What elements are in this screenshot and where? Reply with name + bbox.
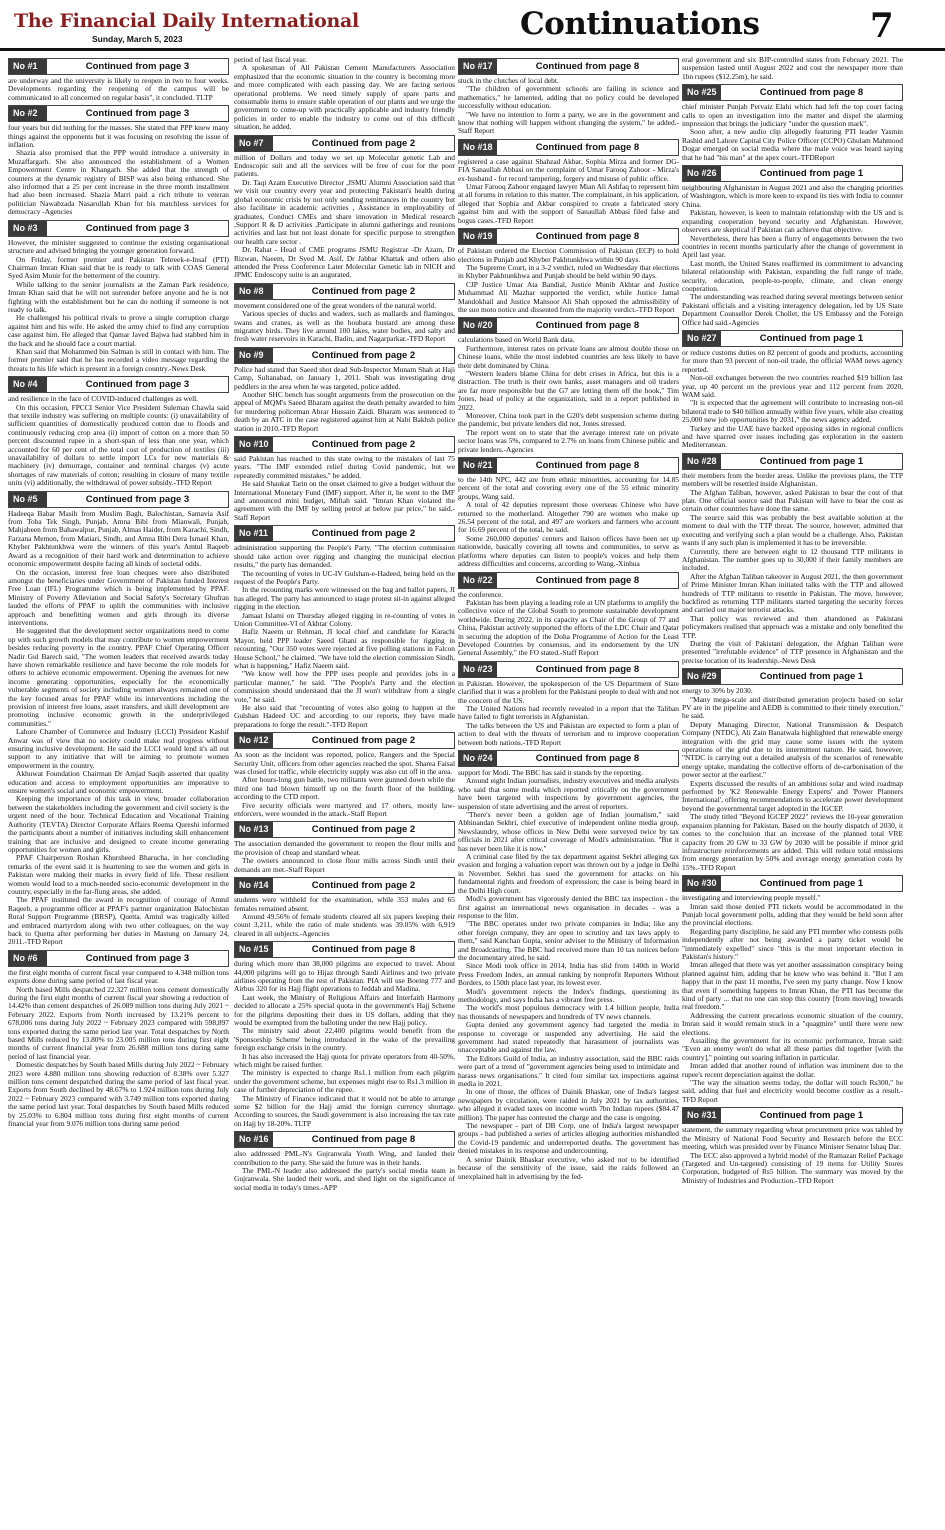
story-paragraph: of Pakistan ordered the Election Commission of Pakistan (ECP) to hold elections in Punjab and Khyber Pakhtunkhwa within 90 days. — [458, 246, 679, 264]
story-paragraph: He said Shaukat Tarin on the onset claimed to give a budget without the International Monetary Fund (IMF) support. After it, he went to the IMF and announced mini budget, Miftah said. "Imran Khan violated the agreement with the IMF by selling petrol at below par price," he said.-Staff Report — [234, 479, 455, 522]
story-paragraph: eral government and six BJP-controlled states from February 2021. The suspension lasted until August 2022 and cost the newspaper more than 1bn rupees ($12.25m), he said. — [682, 56, 903, 81]
story-paragraph: Domestic despatches by South based Mills during July 2022 ~ February 2023 were 4.880 million tons showing reduction of 8.38% over 5.327 million tons cement despatched during the same period of last fiscal year. Exports from South declined by 48.67% to 1.924 million tons during July 2022 ~ February 2023 compared with 3.749 million tons exported during the same period last year. Total despatches by South based Mills reduced by 25.03% to 6.804 million tons during first eight months of current financial year from 9.076 million tons during same period — [8, 1060, 229, 1129]
story-paragraph: "Many mega-scale and distributed generation projects based on solar PV are in the pipeline and AEDB is committed to their timely execution," he said. — [682, 694, 903, 721]
story-paragraph: and resilience in the face of COVID-induced challenges as well. — [8, 394, 199, 404]
story-number: No #18 — [459, 140, 497, 155]
story-number: No #10 — [235, 437, 273, 452]
continuation-header — [8, 58, 229, 75]
story-number: No #5 — [9, 492, 47, 507]
story — [234, 56, 455, 132]
story-paragraph: registered a case against Shahzad Akbar, Sophia Mirza and former DG-FIA Sanaullah Abbasi on the complaint of Umar Farooq Zahoor - Mirza's ex-husband - for record tampering, forgery and misuse of public office. — [458, 156, 679, 183]
column-2 — [234, 56, 455, 1524]
continued-from-label: Continued from page 3 — [85, 493, 190, 505]
story — [458, 572, 679, 658]
story-paragraph: Dr. Taqi Azam Executive Director ,JSMU Alumni Association said that we visit our country every year and protecting Pakistan's health during global economic crisis by not only sending remittances in the country but also facilitate in academic activities , Assistance in employability of graduates, Conduct CMEs and share innovation in Medical research ,Support R & D activities ,Participate in alumni gatherings and reunions activities and last but not least donate for specific purpose to strengthen our health care sector . — [234, 177, 455, 246]
story-paragraph: A total of 42 deputies represent those overseas Chinese who have returned to the motherland. Altogether 790 are women who make up 26.54 percent of the total, and 497 are workers and farmers who account for 16.69 percent of the total, he said. — [458, 500, 679, 535]
story — [682, 56, 903, 81]
story-paragraph: "The BBC operates under two private companies in India; like any other foreign company, they are open to scrutiny and tax laws apply to them," said Kanchan Gupta, senior adviser to the Ministry of Information and Broadcasting. The BBC had received more than 10 tax notices before the documentary aired, he said. — [458, 919, 679, 962]
story-paragraph: million of Dollars and today we set up Molecular genetic Lab and Endoscopic suit and all the services will be free of cost for the poor patients. — [234, 152, 455, 179]
story-paragraph: Another SHC bench has sought arguments from the prosecution on the appeal of MQM's Saeed Bharam against the death penalty awarded to him for murdering policeman Abrar Hussain Zaidi. Bharam was sentenced to death by an ATC in the case registered against him at Nabi Bakhsh police station in 2010.-TFD Report — [234, 390, 455, 433]
story-paragraph: calculations based on World Bank data. — [458, 335, 575, 345]
story-number: No #30 — [683, 876, 721, 891]
continuation-header — [682, 875, 903, 892]
continuation-header — [682, 668, 903, 685]
story — [8, 105, 229, 216]
continuation-header — [682, 165, 903, 182]
story-paragraph: statement, the summary regarding wheat procurement price was tabled by the Ministry of National Food Security and Research before the ECC meeting, which was presided over by Finance Minister Senator Ishaq Dar. — [682, 1125, 903, 1152]
story-paragraph: He suggested that the development sector organizations need to come up with such growth models that may contribute to women empowerment besides reducing poverty in the country. PPAF Chief Operating Officer Nadir Gul Barech said, "The women leaders that received awards today have shown remarkable resilience and have become the role models for others to achieve economic empowerment. Opening the avenues for new income generating opportunities, especially for the economically vulnerable segments of society including women always remained one of the key focused areas for PPAF while its interventions including the provision of interest free loans, asset transfers, and skill development are promoting inclusive economic growth in the underprivileged communities." — [8, 626, 229, 728]
continued-from-label: Continued from page 1 — [759, 1110, 864, 1122]
story-paragraph: After hours-long gun battle, two militants were gunned down while the third one had blown himself up on the fourth floor of the building, according to the CTD report. — [234, 775, 455, 802]
continued-from-label: Continued from page 3 — [85, 379, 190, 391]
continuation-header — [8, 950, 229, 967]
story-paragraph: energy to 30% by 2030. — [682, 686, 753, 696]
story-paragraph: "We know well how the PPP uses people and provides jobs in a particular manner," he said. "The People's Party and the election commission should understand that the JI won't withdraw from a single vote," he said. — [234, 669, 455, 704]
story — [458, 139, 679, 225]
story — [682, 165, 903, 327]
story-paragraph: The report went on to state that the average interest rate on private sector loans was 5%, compared to 2.7% on loans from Chinese public and private lenders.-Agencies — [458, 427, 679, 454]
story — [234, 525, 455, 729]
story-paragraph: "We have no intention to form a party, we are in the government and know that nothing will happen without changing the system," he added.-Staff Report — [458, 109, 679, 136]
story-paragraph: The talks between the US and Pakistan are expected to form a plan of action to deal with the threats of terrorism and to improve cooperation between both nations.-TFD Report — [458, 720, 679, 747]
page-number: 7 — [870, 6, 894, 46]
story-paragraph: Addressing the current precarious economic situation of the country, Imran said it would remain stuck in a "quagmire" until there were new elections. — [682, 1010, 903, 1037]
story-number: No #14 — [235, 878, 273, 893]
story-number: No #15 — [235, 942, 273, 957]
story-paragraph: Around 49.56% of female students cleared all six papers keeping their count 3,211, while the ratio of male students was 39.05% with 6,919 cleared in all subjects.-Agencies — [234, 911, 455, 938]
story-paragraph: Khan said that Mohammed bin Salman is still in contact with him. The former premier said that he has recorded a video message regarding the threats to his life which is present in a foreign country.-News Desk — [8, 346, 229, 373]
continued-from-label: Continued from page 1 — [759, 168, 864, 180]
story-paragraph: The newspaper - part of DB Corp, one of India's largest newspaper groups - had published a series of articles alleging authorities mishandled the Covid-19 pandemic and underreported deaths. The government has denied mistakes in its response and undercounting. — [458, 1121, 679, 1156]
story-paragraph: The understanding was reached during several meetings between senior Pakistani officials and a visiting interagency delegation, led by US State Department Counsellor Derek Chollet, the US Embassy and the Foreign Office had said.-Agencies — [682, 292, 903, 327]
continued-from-label: Continued from page 8 — [535, 61, 640, 72]
story-number: No #7 — [235, 136, 273, 151]
story — [458, 317, 679, 454]
paper-name: The Financial Daily International — [14, 10, 359, 32]
continued-from-label: Continued from page 8 — [311, 1134, 416, 1146]
column-4 — [682, 56, 903, 1524]
story-number: No #1 — [9, 59, 47, 74]
story-number: No #8 — [235, 284, 273, 299]
story-paragraph: investigating and interviewing people myself." — [682, 893, 821, 903]
story-paragraph: The Afghan Taliban, however, asked Pakistan to bear the cost of that plan. One official source said that Pakistan will have to bear the cost as certain other countries have done the same. — [682, 487, 903, 514]
story-paragraph: Around eight Indian journalists, industry executives and media analysts who said that some media which reported critically on the government have been targeted with inspections by government agencies, the suspension of state advertising and the arrest of reporters. — [458, 776, 679, 811]
story-paragraph: It has also increased the Hajj quota for private operators from 40-50%, which might be raised further. — [234, 1051, 455, 1069]
story-paragraph: Experts discussed the results of an ambitious solar and wind roadmap performed by 'K2 Renewable Energy Experts' and 'Power Planners International', offering recommendations to accelerate power development beyond the governmental target adopted in the IGCEP. — [682, 778, 903, 813]
continued-from-label: Continued from page 1 — [759, 878, 864, 890]
story-paragraph: Since Modi took office in 2014, India has slid from 140th in World Press Freedom Index, an annual ranking by nonprofit Reporters Without Borders, to 150th place last year, its lowest ever. — [458, 961, 679, 988]
story-paragraph: Modi's government has vigorously denied the BBC tax inspection - the first against an international news organisation in decades - was a response to the film. — [458, 894, 679, 920]
continuation-header — [458, 228, 679, 245]
story-paragraph: Regarding party discipline, he said any PTI member who contests polls independently after not being awarded a party ticket would be "immediately expelled" since "this is the most important election in Pakistan's history." — [682, 926, 903, 961]
story-number: No #17 — [459, 59, 497, 74]
story-paragraph: to the 14th NPC, 442 are from ethnic minorities, accounting for 14.85 percent of the total and covering every one of the 55 ethnic minority groups, Wang said. — [458, 475, 679, 501]
story-paragraph: Assailing the government for its economic performance, Imran said: "Even an enemy won't do what all these parties did together [with the country]," pointing out soaring inflation in particular. — [682, 1036, 903, 1062]
continued-from-label: Continued from page 2 — [311, 880, 416, 892]
story-number: No #16 — [235, 1132, 273, 1147]
story — [234, 877, 455, 938]
story-paragraph: Imran alleged that there was yet another assassination conspiracy being planned against him, adding that he knew who was behind it. "But I am happy that in the past 11 months, I've seen my party change. Now I know that even if something happens to Imran Khan, the PTI has become the kind of party ... that no one can stop this country [from moving] towards real freedom." — [682, 960, 903, 1012]
story-paragraph: Moreover, China took part in the G20's debt suspension scheme during the pandemic, but private lenders did not, Jones stressed. — [458, 411, 679, 429]
story-paragraph: the conference. — [458, 589, 504, 599]
story-paragraph: Various species of ducks and waders, such as mallards and flamingos, swans and cranes, as well as the houbara bustard are among these migratory birds. They live around 100 lakes, water bodies, and salty and fresh water reservoirs in Karachi, Badin, and Nagarparkar.-TFD Report — [234, 309, 455, 344]
story-paragraph: A senior Dainik Bhaskar executive, who asked not to be identified because of the sensitivity of the issue, said the raids followed an unexplained halt in advertising by the fed- — [458, 1154, 679, 1181]
column-1 — [8, 56, 229, 1524]
continued-from-label: Continued from page 8 — [535, 231, 640, 243]
story-paragraph: North based Mills despatched 22.327 million tons cement domestically during the first eight months of current fiscal year showing a reduction of 14.42% than cement despatches of 26.089 million tons during July 2021 ~ February 2022. Exports from North increased by 13.21% percent to 678,006 tons during July 2022 ~ February 2023 compared with 598,897 tons exported during the same period last year. Total despatches by North based Mills reduced by 13.80% to 23.005 million tons during first eight months of current financial year from 26.688 million tons during same period of last financial year. — [8, 984, 229, 1061]
story — [234, 732, 455, 818]
story — [682, 875, 903, 1104]
story-paragraph: While talking to the senior journalists at the Zaman Park residence, Imran Khan said that he will not surrender before anyone and he is not fighting with the establishment but he can do nothing if someone is not ready to talk. — [8, 279, 229, 314]
continuation-header — [458, 317, 679, 334]
story-paragraph: students were withheld for the examination, while 353 males and 65 females remained absent. — [234, 895, 455, 913]
story — [234, 941, 455, 1128]
story-paragraph: their members from the border areas. Unlike the previous plans, the TTP members will be resettled inside Afghanistan. — [682, 470, 903, 489]
story-paragraph: After the Afghan Taliban takeover in August 2021, the then government of Prime Minister Imran Khan initiated talks with the TTP and allowed hundreds of TTP militants to resettle in Pakistan. The move, however, backfired as returning TTP militants started targeting the security forces and carried out major terrorist attacks. — [682, 571, 903, 615]
story-paragraph: The ECC also approved a hybrid model of the Ramazan Relief Package (Targeted and Un-targeted) consisting of 19 items for Utility Stores Corporation, budgeted of Rs5 billion. The summary was moved by the Ministry of Industries and Production.-TFD Report — [682, 1150, 903, 1185]
story-paragraph: The Ministry of Finance indicated that it would not be able to arrange some $2 billion for the Hajj amid the foreign currency shortage. According to sources, the Saudi government is also increasing the tax rate on Hajj by 18-20%. TLTP — [234, 1093, 455, 1128]
continued-from-label: Continued from page 1 — [759, 455, 864, 467]
continuation-header — [234, 283, 455, 300]
story — [458, 58, 679, 136]
story — [234, 135, 455, 280]
story — [682, 330, 903, 450]
story-paragraph: In one of those, the offices of Dainik Bhaskar, one of India's largest newspapers by circulation, were raided in July 2021 by tax authorities, who alleged it evaded taxes on income worth 7bn Indian rupees ($84.47 million). The paper has contested the charge and the case is ongoing. — [458, 1087, 679, 1122]
story-paragraph: Police had stated that Saeed shot dead Sub-Inspector Munam Shah at Haji Camp, Sultanabad, on January 1, 2011. Shah was investigating drug peddlers in the area when he was targeted, police added. — [234, 364, 455, 391]
story-number: No #4 — [9, 377, 47, 392]
continued-from-label: Continued from page 8 — [535, 460, 640, 472]
continuation-header — [458, 139, 679, 156]
story — [458, 457, 679, 568]
story-number: No #6 — [9, 951, 47, 966]
story-paragraph: During the visit of Pakistani delegation, the Afghan Taliban were presented "irrefutable evidence" of TTP presence in Afghanistan and the precise location of its leadership.-News Desk — [682, 638, 903, 665]
story-paragraph: He challenged his political rivals to prove a single corruption charge against him and his wife. He asked the army chief to find any corruption case against him. He alleged that Qamar Javed Bajwa had stabbed him in the back and he should face a court martial. — [8, 313, 229, 348]
continuation-header — [234, 436, 455, 453]
continuation-header — [8, 220, 229, 237]
story-paragraph: the first eight months of current fiscal year compared to 4.348 million tons exports done during same period of last fiscal year. — [8, 967, 229, 986]
story — [8, 491, 229, 947]
story-paragraph: stuck in the clutches of local debt. — [458, 76, 559, 85]
continued-from-label: Continued from page 3 — [85, 952, 190, 964]
story-paragraph: The United Nations had recently revealed in a report that the Taliban have failed to fight terrorists in Afghanistan. — [458, 703, 679, 722]
story-paragraph: PPAF Chairperson Roshan Khursheed Bharucha, in her concluding remarks of the event said it is heartening to see the women and girls in Pakistan were making their marks in every field of life. These resilient women would lead to a much-needed socio-economic development in the country, especially in the far-flung areas, she added. — [8, 853, 229, 896]
story — [458, 750, 679, 1181]
story-paragraph: Turkey and the UAE have backed opposing sides in regional conflicts and have sparred over issues including gas exploration in the eastern Mediterranean. — [682, 423, 903, 450]
story-paragraph: Dr. Rahat - Head of CME programs JSMU Registrar -Dr Azam, Dr Rizwan, Naeem, Dr Syed M. Asif, Dr Jabbar Khattak and others also attended the Press Conference Later Molecular Genetic lab in NICH and JPMC Endoscopy suite is an augurated. — [234, 245, 455, 280]
story-paragraph: "There's never been a golden age of Indian journalism," said Abhinandan Sekhri, chief executive of independent online media group, Newslaundry, whose offices in New Delhi were surveyed twice by tax officials in 2021 after critical coverage of Modi's administration. "But it has never been like it is now." — [458, 810, 679, 853]
story — [8, 220, 229, 374]
story-number: No #12 — [235, 733, 273, 748]
story-paragraph: Imran added that another round of inflation was imminent due to the rupee's recent depreciation against the dollar. — [682, 1061, 903, 1079]
continuation-header — [234, 821, 455, 838]
story-number: No #25 — [683, 85, 721, 100]
story-number: No #29 — [683, 669, 721, 684]
masthead — [0, 0, 945, 51]
story-paragraph: Hafiz Naeem ur Rehman, JI local chief and candidate for Karachi Mayor, held PPP leader Saeed Ghani as responsible for rigging in recounting. "Our 350 votes were rejected at five polling stations in Falcon House School," he claimed. "We have told the election commission Sindh, what is happening," Hafiz Naeem said. — [234, 627, 455, 670]
story-paragraph: in Pakistan. However, the spokesperson of the US Department of State clarified that it was a problem for the Pakistani people to deal with and not the concern of the US. — [458, 678, 679, 705]
story-paragraph: Lahore Chamber of Commerce and Industry (LCCI) President Kashif Anwar was of view that no society could make real progress without ensuring inclusive development. He said the LCCI would lend it's all out support to any initiative that will be aiming to promote women empowerment in the country. — [8, 727, 229, 770]
story-paragraph: "The way the situation seems today, the dollar will touch Rs300," he said, adding that fuel and electricity would become costlier as a result.-TFD Report — [682, 1078, 903, 1104]
story — [8, 376, 229, 487]
continued-from-label: Continued from page 2 — [311, 439, 416, 451]
story-number: No #21 — [459, 458, 497, 473]
story-paragraph: Currently, there are between eight to 12 thousand TTP militants in Afghanistan. The number goes up to 30,000 if their family members are included. — [682, 546, 903, 573]
story-paragraph: Nevertheless, there has been a flurry of engagements between the two countries in recent months particularly after the change of government in April last year. — [682, 233, 903, 260]
story-paragraph: CJP Justice Umar Ata Bandial, Justice Munib Akhtar and Justice Muhammad Ali Mazhar supported the verdict, while Justice Jamal Mandokhail and Justice Mansoor Ali Shah opposed the admissibility of the suo moto notice and dissented from the majority verdict.-TFD Report — [458, 279, 679, 314]
story-paragraph: Five security officials were martyred and 17 others, mostly law-enforcers, were wounded in the attack.-Staff Report — [234, 800, 455, 819]
story — [458, 661, 679, 747]
story-number: No #27 — [683, 331, 721, 346]
story-paragraph: He also said that "recounting of votes also going to happen at the Gulshan Hadeed UC and according to our reports, they have made preparations to forge the result."-TFD Report — [234, 703, 455, 729]
continuation-header — [8, 105, 229, 122]
story-paragraph: The association demanded the government to reopen the flour mills and the provision of cheap and standard wheat. — [234, 839, 455, 857]
story-paragraph: In the recounting marks were witnessed on the bag and ballot papers, JI has alleged. The party has announced to stage protest sit-in against alleged rigging in the election. — [234, 585, 455, 612]
story-paragraph: A spokesman of All Pakistan Cement Manufacturers Association emphasized that the economic situation in the country is becoming more and more complicated with each passing day. We are facing serious operational problems. We need timely supply of spare parts and consumable items to ensure stable operation of our plants and we urge the government to come-up with practically applicable and industry friendly policies in order to enable the industry to come out of this difficult situation, he added. — [234, 63, 455, 132]
continuation-header — [458, 58, 679, 75]
continued-from-label: Continued from page 3 — [85, 222, 190, 234]
story — [234, 1131, 455, 1192]
story-paragraph: chief minister Punjab Pervaiz Elahi which had left the top court facing calls to open an investigation into the matter and dispel the alarming impression that brings the judiciary "under the question mark". — [682, 102, 903, 129]
story-paragraph: Deputy Managing Director, National Transmission & Despatch Company (NTDC), Ali Zain Banatwala highlighted that renewable energy integration with the grid may cause some issues with the system operations of the grid due to its intermittent nature. He said, however, "NTDC is carrying out a detailed analysis of the scenarios of renewable energy uptake, mandating the collective efforts of de-carbonisation of the power sector at the earliest." — [682, 719, 903, 780]
continued-from-label: Continued from page 2 — [311, 137, 416, 149]
continued-from-label: Continued from page 8 — [535, 141, 640, 153]
story-paragraph: Pakistan, however, is keen to maintain relationship with the US and is expanding cooperation beyond security and Afghanistan. However, observers are skeptical if Pakistan can achieve that objective. — [682, 208, 903, 235]
continued-from-label: Continued from page 2 — [311, 824, 416, 836]
story — [682, 453, 903, 665]
continued-from-label: Continued from page 1 — [759, 671, 864, 683]
story-paragraph: On the occasion, interest free loan cheques were also distributed amongst the beneficiaries under Government of Pakistan funded Interest Free Loan (IFL) Programme which is being implemented by PPAF. Ministry of Poverty Alleviation and Social Safety's Secretary Ghufran lauded the efforts of PPAF to uplift the communities with inclusive approach and benefitting women and girls through its diverse interventions. — [8, 567, 229, 627]
story-paragraph: Akhuwat Foundation Chairman Dr Amjad Saqib asserted that quality education and access to employment opportunities are imperative to ensure women's social and economic empowerment. — [8, 769, 229, 796]
story-number: No #19 — [459, 229, 497, 244]
continued-from-label: Continued from page 8 — [535, 574, 640, 586]
issue-date: Sunday, March 5, 2023 — [92, 34, 183, 44]
story-paragraph: The source said this was probably the best available solution at the moment to deal with the TTP threat. The source, however, admitted that executing and verifying such a plan would be a challenge. Also, Pakistan wants if any such plan is implemented it has to be irreversible. — [682, 512, 903, 548]
story — [234, 436, 455, 522]
section-title: Continuations — [520, 6, 760, 42]
story-paragraph: during which more than 38,000 pilgrims are expected to travel. About 44,000 pilgrims will go to Hijaz through Saudi Airlines and two private airlines operating from the rest of Pakistan. PIA will use Boeing 777 and Airbus 320 for its Hajj flight operations to Jeddah and Madina. — [234, 959, 455, 994]
story-paragraph: The world's most populous democracy with 1.4 billion people, India has thousands of newspapers and hundreds of TV news channels. — [458, 1003, 679, 1021]
continued-from-label: Continued from page 8 — [535, 753, 640, 764]
continuation-header — [234, 877, 455, 894]
story-number: No #11 — [235, 526, 273, 541]
story — [682, 668, 903, 872]
story-paragraph: Hadeeqa Babar Masih from Muslim Bagh, Balochistan, Samavia Asif from Toba Tek Singh, Punjab, Amna Bibi from Mianwali, Punjab, Mahjabeen from Bahawalpur, Punjab, Almas Haider, from Karachi, Sindh, Farzana Memon, from Matiari, Sindh, and Amna Bibi Dera Ismael Khan, Khyber Pakhtunkhwa were the winners of this year's Amtul Raqeeb Award as a recognition of their hard work and determination to achieve economic empowerment despite facing all kinds of societal odds. — [8, 508, 229, 569]
story-number: No #23 — [459, 662, 497, 677]
story — [8, 950, 229, 1129]
continued-from-label: Continued from page 1 — [759, 332, 864, 344]
story-paragraph: A criminal case filed by the tax department against Sekhri alleging tax evasion and forging a valuation report was thrown out by a judge in Delhi in November. Sekhri has sued the government for attacks on his fundamental rights and freedom of expression; the case is being heard in the Delhi High court. — [458, 852, 679, 895]
story-number: No #31 — [683, 1108, 721, 1123]
continued-from-label: Continued from page 2 — [311, 285, 416, 297]
story-number: No #2 — [9, 106, 47, 121]
continuation-header — [234, 135, 455, 152]
story-paragraph: Some 260,000 deputies' centers and liaison offices have been set up nationwide, basically covering all towns and communities, to serve as platforms where deputies can listen to people's voices and help them address difficulties and concerns, according to Wang.-Xinhua — [458, 533, 679, 569]
story — [234, 347, 455, 433]
continued-from-label: Continued from page 8 — [759, 87, 864, 99]
story-paragraph: Jamaat Islami on Thursday alleged rigging in re-counting of votes in Union Committee-VI of Akhtar Colony. — [234, 610, 455, 628]
continuation-header — [234, 941, 455, 958]
story-paragraph: On Friday, former premier and Pakistan Tehreek-e-Insaf (PTI) Chairman Imran Khan said that he is ready to talk with COAS General Syed Asim Munir for the betterment of the country. — [8, 254, 229, 281]
story-number: No #24 — [459, 751, 497, 766]
continuation-header — [682, 453, 903, 470]
story — [234, 821, 455, 874]
story-paragraph: The PML-N leader also addressed the party's social media team in Gujranwala. She lauded their work, and shed light on the significance of social media in today's times.-APP — [234, 1166, 455, 1192]
story-paragraph: are underway and the university is likely to reopen in two to four weeks. Developments regarding the reopening of the campus will be communicated to all concerned on regular basis", it concluded. TLTP — [8, 76, 229, 102]
story-paragraph: The ministry is expected to charge Rs1.1 million from each pilgrim under the government scheme, but expenses might rise to Rs1.3 million in case of further depreciation of the rupee. — [234, 1068, 455, 1095]
story — [458, 228, 679, 314]
continuation-header — [458, 572, 679, 589]
story-paragraph: The Editors Guild of India, an industry association, said the BBC raids were part of a trend of "government agencies being used to intimidate and harass news organisations." It cited four similar tax inspections against media in 2021. — [458, 1053, 679, 1089]
story-paragraph: Non-oil exchanges between the two countries reached $19 billion last year, up 40 percent on the previous year and 112 percent from 2020, WAM said. — [682, 373, 903, 399]
story — [8, 58, 229, 102]
story-paragraph: Umar Farooq Zahoor engaged lawyer Mian Ali Ashfaq to represent him at all forums in relation to this matter. The complainant, in his application, alleged that Sophia and Akbar conspired to create a fabricated story against him and with the support of Sanaullah Abbasi filed false and bogus cases.-TFD Report — [458, 182, 679, 225]
story-number: No #20 — [459, 318, 497, 333]
story-paragraph: administration supporting the People's Party. "The election commission should take action over rigging and changing the municipal election results," the party has demanded. — [234, 543, 455, 570]
continued-from-label: Continued from page 2 — [311, 349, 416, 361]
continuation-header — [458, 457, 679, 474]
continuation-header — [682, 330, 903, 347]
story-paragraph: Furthermore, interest rates on private loans are almost double those on Chinese loans, while the most indebted countries are less likely to have their debt dominated by China. — [458, 343, 679, 370]
story-paragraph: Gupta denied any government agency had targeted the media in response to coverage or suspended any advertising. He said the government had stated repeatedly that harassment of journalists was unacceptable and against the law. — [458, 1020, 679, 1055]
story-paragraph: The study titled "Beyond IGCEP 2022" reviews the 10-year generation expansion planning for Pakistan. Based on the hourly dispatch of 2030, it comes to the conclusion that an increase of the planned total VRE capacity from 20 GW to 33 GW by 2030 will be possible if minor grid infrastructure reinforcements are added. This will reduce total emissions from energy generation by 50% and average energy generation costs by 15%.-TFD Report — [682, 812, 903, 872]
story-paragraph: said Pakistan has reached to this state owing to the mistakes of last 75 years. "The IMF extended relief during Covid pandemic, but we repeatedly committed mistakes," he added. — [234, 454, 455, 480]
story-paragraph: The Supreme Court, in a 3-2 verdict, ruled on Wednesday that elections in Khyber Pakhtunkhwa and Punjab should be held within 90 days. — [458, 262, 679, 281]
story-paragraph: period of last fiscal year. — [234, 56, 307, 64]
story-paragraph: neighbouring Afghanistan in August 2021 and also the changing priorities of Washington, which is more keen to expand its ties with India to counter China. — [682, 183, 903, 209]
story-paragraph: As soon as the incident was reported, police, Rangers and the Special Security Unit, officers from other agencies reached the spot. Sharea Faisal was closed for traffic, while electricity supply was also cut off in the area. — [234, 750, 455, 777]
story-paragraph: "It is expected that the agreement will contribute to increasing non-oil bilateral trade to $40 billion annually within five years, while also creating 25,000 new job opportunities by 2031," the news agency added. — [682, 398, 903, 425]
story-paragraph: However, the minister suggested to continue the existing organisational structure and advised bringing the younger generation forward. — [8, 237, 229, 256]
story-paragraph: Imran said those denied PTI tickets would be accommodated in the Punjab local government polls, adding that they would be held soon after the provincial elections. — [682, 901, 903, 928]
continuation-header — [234, 732, 455, 749]
story-number: No #9 — [235, 348, 273, 363]
continued-from-label: Continued from page 2 — [311, 528, 416, 540]
column-3 — [458, 56, 679, 1524]
continuation-header — [234, 525, 455, 542]
story-paragraph: The recounting of votes in UC-IV Gulshan-e-Hadeed, being held on the request of the People's Party. — [234, 568, 455, 586]
story-paragraph: Modi's government rejects the Index's findings, questioning its methodology, and says India has a vibrant free press. — [458, 986, 679, 1004]
story-paragraph: The ministry said about 22,400 pilgrims would benefit from the 'Sponsorship Scheme' being introduced in the wake of the prevailing foreign exchange crisis in the country. — [234, 1026, 455, 1053]
story-number: No #22 — [459, 573, 497, 588]
continued-from-label: Continued from page 8 — [311, 944, 416, 956]
story-paragraph: also addressed PML-N's Gujranwala Youth Wing, and lauded their contribution to the party. She said the future was in their hands. — [234, 1149, 455, 1167]
continued-from-label: Continued from page 3 — [85, 61, 190, 72]
story — [682, 84, 903, 162]
continuation-header — [234, 347, 455, 364]
continuation-header — [682, 84, 903, 101]
continued-from-label: Continued from page 2 — [311, 735, 416, 747]
story — [234, 283, 455, 344]
story-paragraph: "Western leaders blame China for debt crises in Africa, but this is a distraction. The truth is their own banks, asset managers and oil traders are far more responsible but the G7 are letting them off the hook," Tim Jones, head of policy at the organization, said in a report published in 2022. — [458, 368, 679, 412]
story-paragraph: four years but did nothing for the masses. She stated that PPP knew many things against the opponents but it was focusing on resolving the issue of inflation. — [8, 123, 229, 150]
story-number: No #26 — [683, 166, 721, 181]
continued-from-label: Continued from page 3 — [85, 108, 190, 120]
story-number: No #28 — [683, 454, 721, 469]
continuation-header — [682, 1107, 903, 1124]
continuation-header — [8, 376, 229, 393]
story-paragraph: The owners announced to close flour mills across Sindh until their demands are met.-Staff Report — [234, 856, 455, 874]
story-paragraph: "The children of government schools are failing in science and mathematics," he lamented, adding that no policy could be developed successfully without education. — [458, 84, 679, 111]
story-number: No #3 — [9, 221, 47, 236]
story-paragraph: Shazia also promised that the PPP would introduce a university in Muzaffargarh. She also announced the establishment of a Women Empowerment Centre in Khangarh. She added that the strength of counters at the dynamic registry of BISP was also being enhanced. She also informed that a 25 per cent increase in the three month installment had also been increased. Shazia Marri paid a rich tribute to veteran politician Nawabzada Nasarullah Khan for his matchless services for democracy -Agencies — [8, 148, 229, 217]
story-paragraph: movement considered one of the great wonders of the natural world. — [234, 300, 437, 310]
continuation-header — [234, 1131, 455, 1148]
story — [682, 1107, 903, 1185]
story-paragraph: or reduce customs duties on 82 percent of goods and products, accounting for more than 93 percent of non-oil trade, the official WAM news agency reported. — [682, 347, 903, 374]
continuation-header — [8, 491, 229, 508]
story-paragraph: support for Modi. The BBC has said it stands by the reporting. — [458, 768, 643, 777]
story-paragraph: Keeping the importance of this task in view, broader collaboration between the stakeholders including the government and civil society is the urgent need of the hour. Technical Education and Vocational Training Authority (TEVTA) Director Corporate Affairs Reema Qureshi informed the participants about a number of initiatives including skill enhancement training that are inclusive and designed to create income generating opportunities for women and girls. — [8, 794, 229, 854]
continued-from-label: Continued from page 8 — [535, 663, 640, 675]
story-paragraph: That policy was reviewed and then abandoned as Pakistani policymakers realised that approach was a mistake and only benefited the TTP. — [682, 613, 903, 640]
continuation-header — [458, 661, 679, 678]
story-number: No #13 — [235, 822, 273, 837]
story-paragraph: Last week, the Ministry of Religious Affairs and Interfaith Harmony decided to allocate a 25% special quota in the government's Hajj Scheme for the pilgrims depositing their dues in US dollars, adding that they would be exempted from the balloting under the new Hajj policy. — [234, 992, 455, 1027]
story-paragraph: On this occasion, FPCCI Senior Vice President Suleman Chawla said that textile industry was suffering on multiple counts: (i) unavailability of sufficient quantities of domestically produced cotton due to floods and continuously reducing crop area (ii) import of cotton on a more than 50 percent discounted rupee in a short-span of less than one year, which accounted for 60 per cent of the total cost of production of textiles (iii) unavailability of dollars to settle import LCs for new materials & machinery (iv) demurrage, container and terminal charges (v) acute shortages of raw materials of cotton; resulting in closure of many textile units (vi) additionally, the withdrawal of power subsidy.-TFD Report — [8, 402, 229, 488]
story-paragraph: Last month, the United States reaffirmed its commitment to advancing bilateral relationship with Pakistan, expanding the full range of trade, security, education, people-to-people, climate, and clean energy cooperation. — [682, 258, 903, 293]
story-paragraph: The PPAF instituted the award in recognition of courage of Amtul Raqeeb, a programme officer at PPAF's partner organization Balochistan Rural Support Programme (BRSP), Quetta. Amtul was tragically killed and embraced martyrdom along with two other colleagues, on the way back to Quetta after performing her duties in Mastung on January 24, 2011.-TFD Report — [8, 895, 229, 947]
continuation-header — [458, 750, 679, 767]
continued-from-label: Continued from page 8 — [535, 320, 640, 332]
story-paragraph: Pakistan has been playing a leading role at UN platforms to amplify the collective voice of the Global South to promote sustainable development worldwide. During 2022, in its capacity as Chair of the Group of 77 and China, Pakistan actively supported the efforts of the LDC Chair and Qatar in securing the adoption of the Doha Programme of Action for the Least Developed Countries by consensus, and its endorsement by the UN General Assembly," the FO stated.-Staff Report — [458, 597, 679, 658]
story-paragraph: Soon after, a new audio clip allegedly featuring PTI leader Yasmin Rashid and Lahore Capital City Police Officer (CCPO) Ghulam Mahmood Dogar emerged on social media where the male voice was heard saying that he had "his man" at the apex court.-TFDReport — [682, 127, 903, 162]
